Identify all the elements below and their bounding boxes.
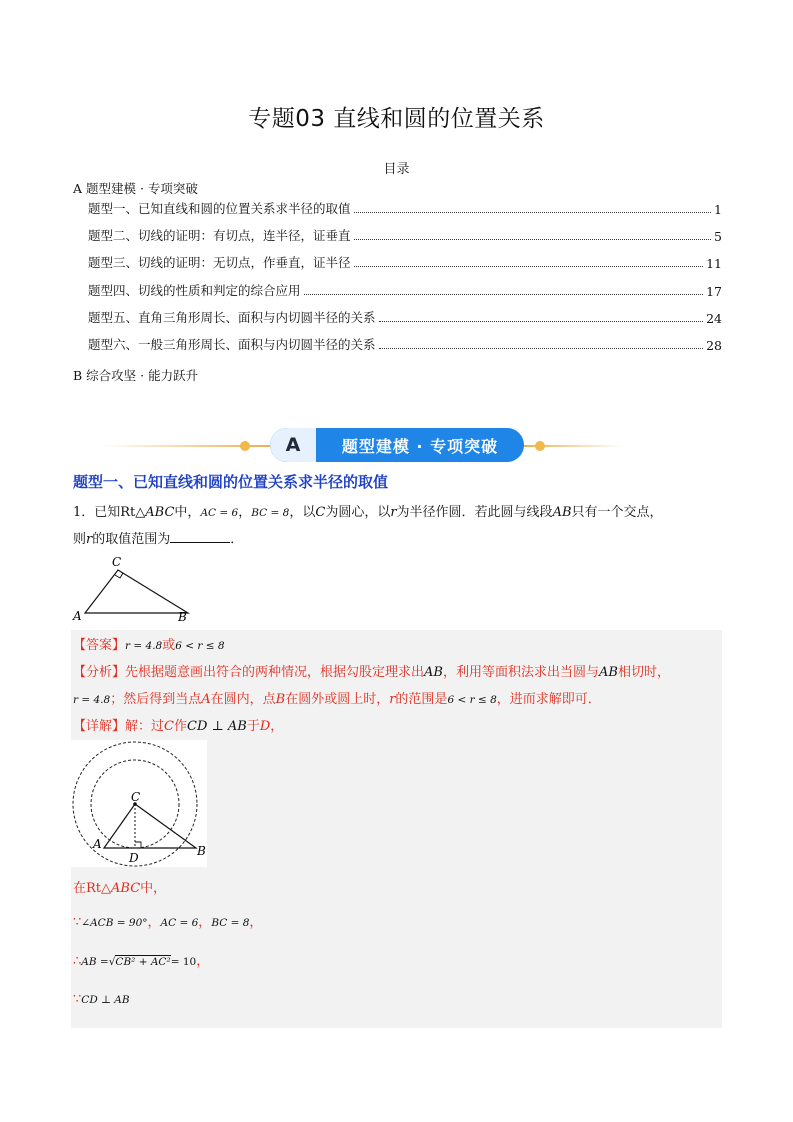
triangle-shape [85, 570, 188, 613]
math-r48: r = 4.8 [73, 694, 111, 706]
toc-item-page: 17 [706, 284, 722, 299]
math-d: D [259, 719, 271, 734]
step-3 [73, 950, 721, 969]
label-b: B [178, 610, 187, 624]
section-banner [270, 428, 524, 462]
analysis-text: 的范围是 [395, 692, 448, 707]
math-b: B [275, 692, 286, 707]
math-abc: ABC [145, 505, 175, 520]
toc-item[interactable] [88, 253, 722, 271]
detail-text: 作 [173, 719, 187, 734]
math-cd-perp-ab: CD ⊥ AB [187, 719, 247, 734]
math-ac: AC = 6 [200, 507, 239, 519]
math-ab-lhs: AB = [81, 956, 109, 968]
answer-text: 或 [162, 638, 176, 653]
analysis-tag: 【分析】 [73, 665, 126, 680]
analysis-text: 先根据题意画出符合的两种情况，根据勾股定理求出 [125, 665, 425, 680]
toc-item-label: 题型二、切线的证明：有切点，连半径，证垂直 [88, 228, 351, 243]
detail-text: ， [270, 719, 284, 734]
toc-item-label: 题型三、切线的证明：无切点，作垂直，证半径 [88, 255, 351, 270]
question-text: 则 [73, 532, 87, 547]
triangle-figure [70, 553, 195, 625]
circle-figure [71, 740, 207, 867]
sqrt-symbol: √ [108, 956, 116, 968]
math-bc: BC = 8 [251, 507, 290, 519]
math-abc: ABC [111, 881, 141, 896]
toc-leader-dots [354, 239, 712, 240]
question-line-1 [73, 501, 723, 520]
question-text: 中， [174, 505, 201, 520]
math-ab: AB [599, 665, 618, 680]
toc-item-label: 题型四、切线的性质和判定的综合应用 [88, 283, 301, 298]
analysis-text: ；然后得到当点 [110, 692, 202, 707]
step-text: 中， [140, 881, 167, 896]
label-c: C [131, 790, 141, 804]
math-r: r [390, 505, 397, 520]
step-4 [73, 992, 721, 1007]
toc-heading: 目录 [383, 162, 410, 177]
toc-item-page: 24 [706, 311, 722, 326]
because-symbol: ∵ [73, 915, 82, 930]
detail-text: 解：过 [125, 719, 165, 734]
toc-item-label: 题型五、直角三角形周长、面积与内切圆半径的关系 [88, 310, 376, 325]
question-text: ，以 [289, 505, 316, 520]
toc-section-b[interactable]: B 综合攻坚 · 能力跃升 [73, 368, 199, 383]
math-ac: AC = 6 [160, 917, 199, 929]
detail-tag: 【详解】 [73, 719, 126, 734]
analysis-text: 在圆外或圆上时， [285, 692, 390, 707]
analysis-text: 相切时， [617, 665, 670, 680]
math-answer-1: r = 4.8 [125, 640, 163, 652]
answer-blank[interactable] [170, 530, 230, 543]
toc-leader-dots [304, 294, 704, 295]
toc-section-a[interactable]: A 题型建模 · 专项突破 [73, 181, 198, 196]
math-answer-2: 6 < r ≤ 8 [175, 640, 225, 652]
question-text: 的取值范围为 [92, 532, 171, 547]
label-d: D [129, 851, 139, 865]
page-title: 专题03 直线和圆的位置关系 [248, 106, 545, 132]
answer-line [73, 634, 721, 653]
detail-line [73, 715, 721, 734]
math-r: r [389, 692, 396, 707]
toc-item-label: 题型六、一般三角形周长、面积与内切圆半径的关系 [88, 337, 376, 352]
toc-item-page: 5 [714, 229, 722, 244]
right-angle-mark [115, 573, 123, 578]
toc-item-page: 11 [706, 256, 722, 271]
math-c: C [315, 505, 326, 520]
toc-leader-dots [379, 321, 704, 322]
question-text: ． [230, 532, 244, 547]
answer-tag: 【答案】 [73, 638, 126, 653]
analysis-text: 在圆内，点 [210, 692, 276, 707]
step-text: 在Rt△ [73, 881, 112, 896]
toc-item-page: 1 [714, 202, 722, 217]
math-ab: AB [552, 505, 572, 520]
math-range: 6 < r ≤ 8 [447, 694, 497, 706]
question-text: 为圆心，以 [325, 505, 391, 520]
analysis-line-2 [73, 688, 721, 707]
step-2 [73, 911, 721, 930]
step-1 [73, 877, 721, 896]
type-heading: 题型一、已知直线和圆的位置关系求半径的取值 [73, 473, 389, 491]
label-c: C [112, 555, 122, 569]
question-line-2 [73, 528, 723, 547]
math-cd-perp-ab: CD ⊥ AB [81, 994, 130, 1006]
math-r: r [86, 532, 93, 547]
toc-item-page: 28 [706, 338, 722, 353]
analysis-line-1 [73, 661, 721, 680]
step-text: ， [249, 915, 263, 930]
analysis-text: ，利用等面积法求出当圆与 [442, 665, 599, 680]
question-text: 为半径作圆．若此圆与线段 [396, 505, 553, 520]
toc-item-label: 题型一、已知直线和圆的位置关系求半径的取值 [88, 201, 351, 216]
math-c: C [164, 719, 174, 734]
math-bc: BC = 8 [211, 917, 250, 929]
question-text: 1．已知Rt△ [73, 505, 146, 520]
step-text: ， [196, 954, 210, 969]
toc-item[interactable] [88, 335, 722, 353]
banner-dot-right [535, 441, 545, 451]
math-ab: AB [424, 665, 443, 680]
toc-item[interactable] [88, 226, 722, 244]
math-angle: ∠ACB = 90° [81, 917, 148, 929]
therefore-symbol: ∴ [73, 954, 82, 969]
question-text: 只有一个交点， [571, 505, 663, 520]
toc-leader-dots [379, 348, 704, 349]
toc-item[interactable] [88, 199, 722, 217]
label-a: A [73, 609, 82, 623]
toc-item[interactable] [88, 308, 722, 326]
toc-item[interactable] [88, 281, 722, 299]
step-text: ， [198, 915, 212, 930]
math-a: A [201, 692, 211, 707]
analysis-text: ，进而求解即可． [496, 692, 601, 707]
label-b: B [197, 844, 206, 858]
because-symbol: ∵ [73, 992, 82, 1007]
label-a: A [93, 837, 102, 851]
math-ab-rhs: = 10 [170, 956, 197, 968]
question-text: ， [238, 505, 252, 520]
math-radicand: CB² + AC² [115, 956, 171, 968]
banner-letter: A [270, 428, 316, 462]
toc-leader-dots [354, 266, 704, 267]
step-text: ， [147, 915, 161, 930]
toc-leader-dots [354, 212, 712, 213]
banner-text: 题型建模 · 专项突破 [341, 436, 499, 456]
banner-dot-left [240, 441, 250, 451]
detail-text: 于 [246, 719, 260, 734]
